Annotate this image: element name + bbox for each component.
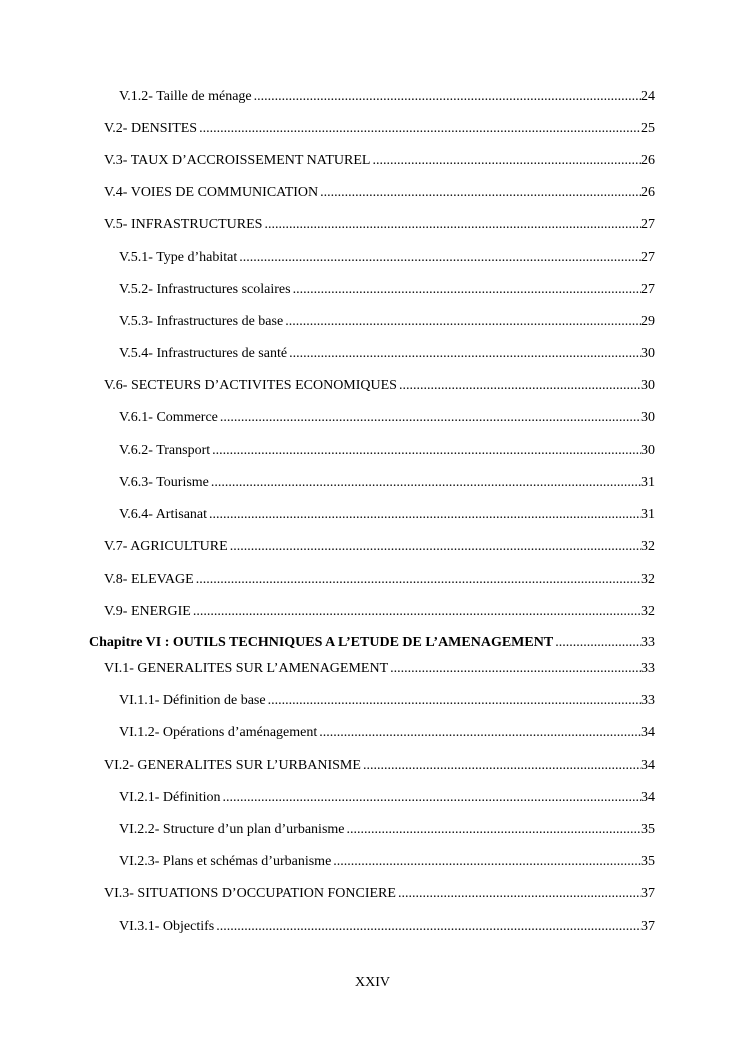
toc-dot-leader [218,409,641,427]
toc-entry[interactable] [104,885,655,903]
toc-entry-label: V.6.4- Artisanat [119,507,208,522]
toc-entry-label: VI.2- GENERALITES SUR L’URBANISME [104,758,361,773]
toc-dot-leader [388,660,641,678]
toc-entry-label: V.1.2- Taille de ménage [119,89,252,104]
toc-entry-label: V.5.2- Infrastructures scolaires [119,282,291,297]
toc-entry-label: V.6.1- Commerce [119,410,218,425]
toc-entry-label: V.2- DENSITES [104,121,198,136]
toc-entry-label: Chapitre VI : OUTILS TECHNIQUES A L’ETUDE DE L’AMENAGEMENT [89,635,554,650]
toc-dot-leader [262,216,641,234]
toc-entry-page-number: 37 [641,919,655,934]
toc-entry-label: V.6- SECTEURS D’ACTIVITES ECONOMIQUES [104,378,397,393]
page-number-footer: XXIV [355,975,390,990]
toc-dot-leader [252,88,641,106]
toc-entry-page-number: 29 [641,314,655,329]
toc-entry-label: V.5- INFRASTRUCTURES [104,217,263,232]
toc-entry-page-number: 26 [641,185,655,200]
toc-entry-page-number: 32 [641,604,655,619]
toc-entry-label: V.9- ENERGIE [104,604,191,619]
toc-dot-leader [361,757,641,775]
toc-dot-leader [197,120,641,138]
toc-entry-label: VI.1.1- Définition de base [119,693,266,708]
toc-entry[interactable] [119,918,655,936]
toc-entry-label: V.5.3- Infrastructures de base [119,314,284,329]
toc-entry-label: VI.2.2- Structure d’un plan d’urbanisme [119,822,345,837]
toc-dot-leader [209,474,641,492]
toc-entry-page-number: 35 [641,854,655,869]
toc-entry[interactable] [104,660,655,678]
toc-dot-leader [397,377,641,395]
toc-entry-page-number: 31 [641,475,655,490]
toc-entry[interactable] [104,603,655,621]
toc-entry-page-number: 34 [641,725,655,740]
toc-entry-page-number: 30 [641,410,655,425]
toc-entry-page-number: 24 [641,89,655,104]
toc-entry[interactable] [104,538,655,556]
toc-dot-leader [283,313,641,331]
toc-entry-label: V.7- AGRICULTURE [104,539,228,554]
toc-dot-leader [194,571,641,589]
toc-entry-label: V.8- ELEVAGE [104,572,194,587]
toc-entry-label: VI.2.3- Plans et schémas d’urbanisme [119,854,332,869]
toc-dot-leader [318,184,641,202]
toc-entry-label: V.5.4- Infrastructures de santé [119,346,288,361]
toc-dot-leader [396,885,641,903]
toc-dot-leader [220,789,641,807]
toc-entry[interactable] [119,692,655,710]
toc-entry-label: V.5.1- Type d’habitat [119,250,238,265]
toc-dot-leader [191,603,641,621]
toc-entry[interactable] [119,506,655,524]
toc-dot-leader [291,281,641,299]
toc-entry-page-number: 26 [641,153,655,168]
toc-entry-page-number: 33 [641,661,655,676]
toc-entry[interactable] [104,377,655,395]
toc-entry[interactable] [119,345,655,363]
toc-entry[interactable] [104,571,655,589]
toc-entry-page-number: 31 [641,507,655,522]
toc-entry[interactable] [119,88,655,106]
toc-entry-page-number: 30 [641,346,655,361]
toc-entry[interactable] [119,821,655,839]
toc-entry-page-number: 32 [641,539,655,554]
toc-entry-page-number: 25 [641,121,655,136]
toc-entry-label: V.6.2- Transport [119,443,211,458]
toc-entry[interactable] [104,757,655,775]
toc-entry[interactable] [119,789,655,807]
toc-entry-label: VI.1.2- Opérations d’aménagement [119,725,318,740]
toc-entry-page-number: 34 [641,758,655,773]
toc-entry-page-number: 35 [641,822,655,837]
toc-entry-page-number: 33 [641,635,655,650]
toc-dot-leader [287,345,641,363]
toc-dot-leader [228,538,641,556]
toc-entry-label: VI.3- SITUATIONS D’OCCUPATION FONCIERE [104,886,396,901]
toc-dot-leader [207,506,641,524]
toc-dot-leader [237,249,641,267]
toc-dot-leader [345,821,642,839]
toc-entry-page-number: 30 [641,378,655,393]
toc-entry-label: V.4- VOIES DE COMMUNICATION [104,185,319,200]
toc-entry[interactable] [104,216,655,234]
toc-entry[interactable] [119,409,655,427]
toc-entry[interactable] [119,853,655,871]
toc-entry[interactable] [119,313,655,331]
toc-entry[interactable] [119,281,655,299]
toc-entry-label: VI.1- GENERALITES SUR L’AMENAGEMENT [104,661,389,676]
toc-entry[interactable] [104,184,655,202]
toc-entry-label: VI.3.1- Objectifs [119,919,215,934]
toc-chapter-entry[interactable] [89,634,655,652]
toc-dot-leader [210,442,641,460]
toc-entry-page-number: 32 [641,572,655,587]
toc-entry-page-number: 27 [641,282,655,297]
toc-dot-leader [266,692,641,710]
toc-entry-page-number: 27 [641,250,655,265]
toc-entry-page-number: 37 [641,886,655,901]
toc-entry-label: V.3- TAUX D’ACCROISSEMENT NATUREL [104,153,371,168]
toc-entry[interactable] [119,474,655,492]
toc-dot-leader [214,918,641,936]
toc-entry[interactable] [104,120,655,138]
toc-dot-leader [331,853,641,871]
toc-entry-label: VI.2.1- Définition [119,790,221,805]
toc-entry[interactable] [104,152,655,170]
toc-entry-page-number: 30 [641,443,655,458]
toc-dot-leader [370,152,641,170]
toc-entry-label: V.6.3- Tourisme [119,475,209,490]
toc-dot-leader [553,634,641,652]
toc-entry[interactable] [119,442,655,460]
toc-entry[interactable] [119,724,655,742]
toc-entry-page-number: 27 [641,217,655,232]
toc-entry-page-number: 34 [641,790,655,805]
toc-dot-leader [317,724,641,742]
toc-entry[interactable] [119,249,655,267]
toc-entry-page-number: 33 [641,693,655,708]
